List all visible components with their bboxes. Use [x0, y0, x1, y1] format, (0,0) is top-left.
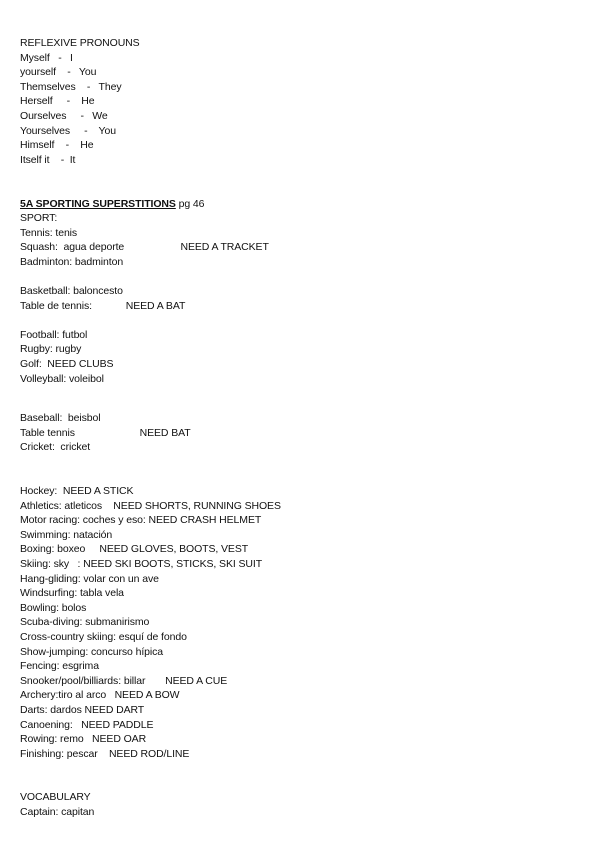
sport-entry: Canoening: NEED PADDLE — [20, 718, 154, 731]
sport-entry: Cross-country skiing: esquí de fondo — [20, 630, 187, 643]
sport-entry: Baseball: beisbol — [20, 412, 101, 425]
pronoun-line: Themselves - They — [20, 80, 122, 93]
sport-entry: Darts: dardos NEED DART — [20, 703, 145, 716]
sport-entry: Bowling: bolos — [20, 601, 87, 614]
sport-entry: Hang-gliding: volar con un ave — [20, 572, 159, 585]
pronoun-line: Itself it - It — [20, 153, 76, 166]
sport-entry: Boxing: boxeo NEED GLOVES, BOOTS, VEST — [20, 543, 249, 556]
sport-entry: Show-jumping: concurso hípica — [20, 645, 164, 658]
reflexive-pronouns-heading: REFLEXIVE PRONOUNS — [20, 37, 140, 49]
sport-group-3 — [20, 328, 580, 386]
vocabulary-heading: VOCABULARY — [20, 791, 91, 804]
reflexive-pronouns-list — [20, 51, 580, 168]
sport-entry: Athletics: atleticos NEED SHORTS, RUNNING SHOES — [20, 499, 281, 512]
page-reference: pg 46 — [175, 197, 205, 210]
section-heading — [20, 197, 580, 212]
sport-entry: Football: futbol — [20, 328, 88, 341]
sport-label: SPORT: — [20, 212, 58, 225]
sport-group-2 — [20, 284, 580, 313]
sport-entry: Swimming: natación — [20, 528, 113, 541]
sport-entry: Fencing: esgrima — [20, 660, 99, 673]
sport-entry: Archery:tiro al arco NEED A BOW — [20, 689, 180, 702]
sport-entry: Volleyball: voleibol — [20, 372, 104, 385]
document-page — [20, 36, 580, 820]
sport-entry: Rowing: remo NEED OAR — [20, 733, 147, 746]
sport-entry: Table tennis NEED BAT — [20, 426, 191, 439]
sport-group-1 — [20, 226, 580, 270]
section-title: 5A SPORTING SUPERSTITIONS — [20, 197, 176, 210]
sport-entry: Squash: agua deporte NEED A TRACKET — [20, 241, 269, 254]
sport-entry: Tennis: tenis — [20, 226, 78, 239]
sport-entry: Golf: NEED CLUBS — [20, 358, 114, 371]
vocabulary-entry: Captain: capitan — [20, 805, 95, 818]
sport-entry: Badminton: badminton — [20, 255, 124, 268]
sport-entry: Finishing: pescar NEED ROD/LINE — [20, 747, 190, 760]
sport-group-4 — [20, 411, 580, 455]
sport-entry: Cricket: cricket — [20, 441, 91, 454]
vocabulary-list — [20, 805, 580, 820]
sport-entry: Windsurfing: tabla vela — [20, 587, 124, 600]
pronoun-line: Ourselves - We — [20, 109, 108, 122]
sport-entry: Rugby: rugby — [20, 343, 82, 356]
sport-entry: Hockey: NEED A STICK — [20, 485, 134, 498]
sport-entry: Basketball: baloncesto — [20, 285, 123, 298]
sport-entry: Skiing: sky : NEED SKI BOOTS, STICKS, SKI SUIT — [20, 558, 263, 570]
sport-entry: Scuba-diving: submanirismo — [20, 616, 150, 629]
pronoun-line: yourself - You — [20, 66, 97, 79]
pronoun-line: Herself - He — [20, 95, 95, 108]
pronoun-line: Myself - I — [20, 51, 73, 64]
pronoun-line: Himself - He — [20, 139, 94, 152]
sport-entry: Snooker/pool/billiards: billar NEED A CUE — [20, 674, 228, 687]
pronoun-line: Yourselves - You — [20, 124, 116, 137]
sport-group-5 — [20, 484, 580, 761]
sport-entry: Table de tennis: NEED A BAT — [20, 299, 186, 312]
sport-entry: Motor racing: coches y eso: NEED CRASH HELMET — [20, 514, 262, 527]
